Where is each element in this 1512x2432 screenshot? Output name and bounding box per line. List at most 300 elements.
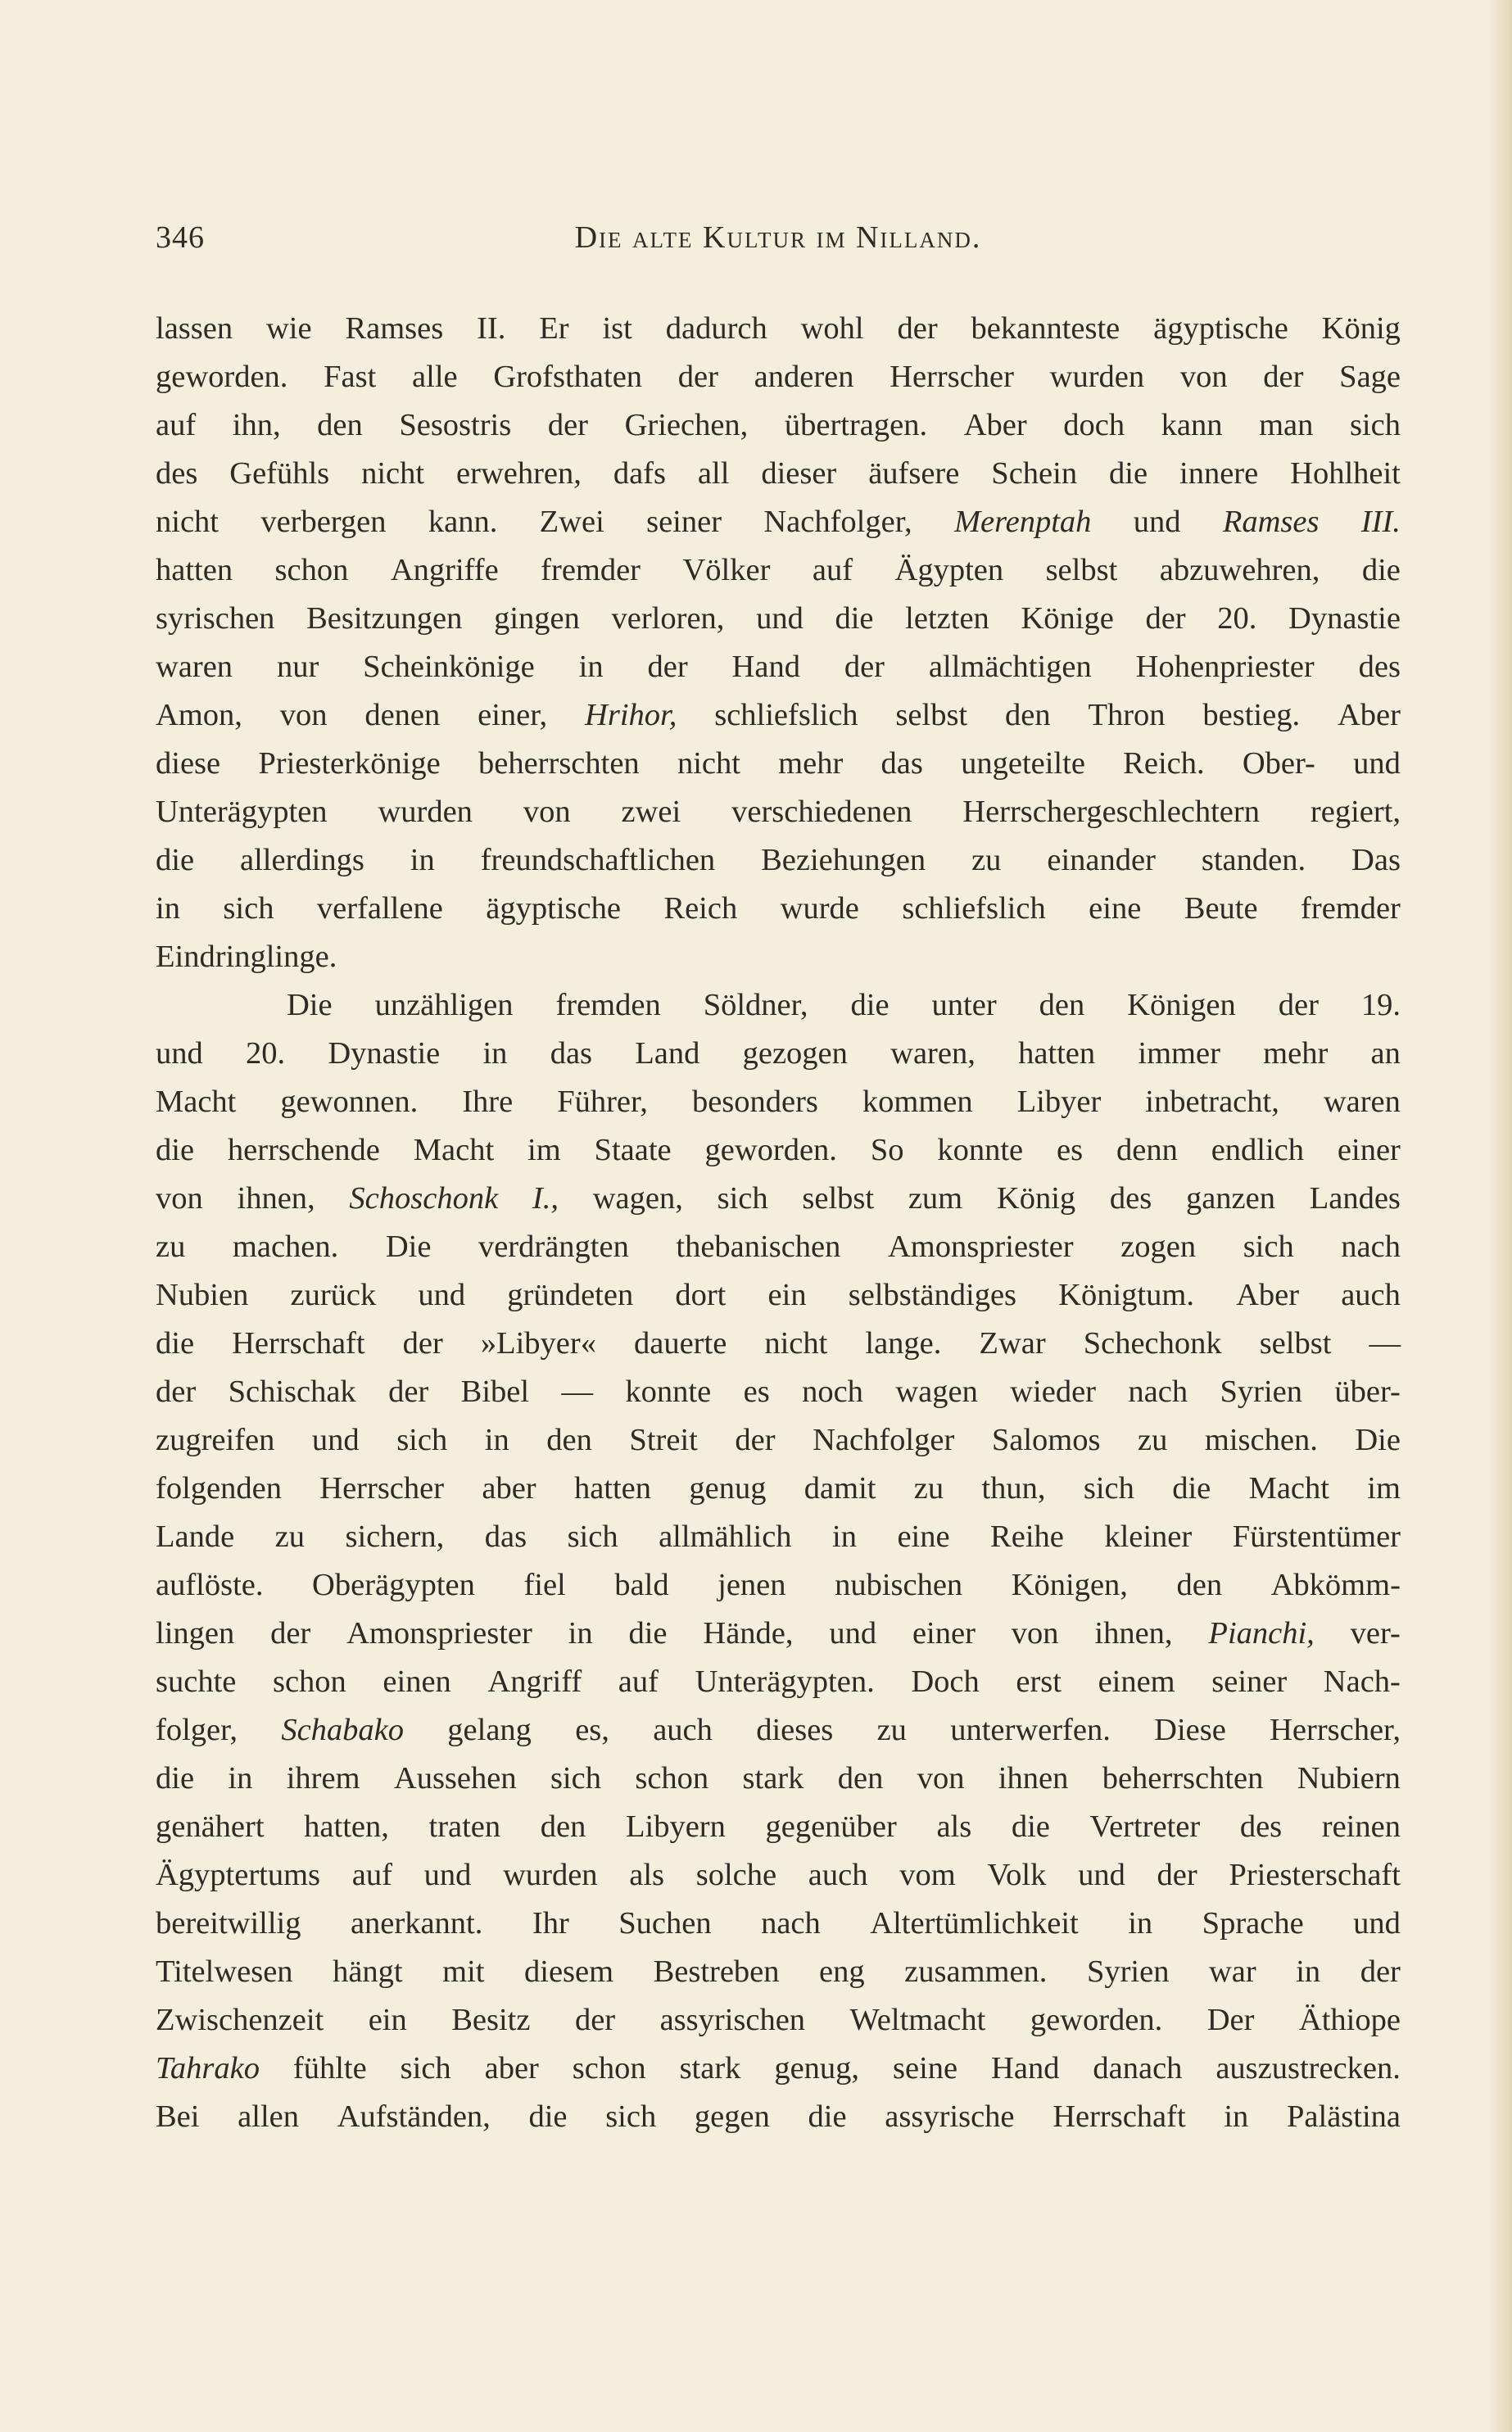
text-line	[156, 1803, 1401, 1851]
word: herrschende	[227, 1133, 380, 1167]
word: den	[546, 1423, 592, 1457]
word: als	[629, 1858, 665, 1892]
word: ägyptische	[1153, 311, 1288, 346]
word: im	[1367, 1471, 1401, 1506]
word: Grofsthaten	[493, 360, 643, 394]
word: die	[808, 2099, 847, 2134]
word: sich	[567, 1519, 618, 1554]
word: hatten	[573, 1471, 652, 1506]
word: Palästina	[1287, 2099, 1401, 2134]
word: Gefühls	[229, 456, 330, 491]
word: der	[844, 650, 885, 684]
word: gingen	[494, 601, 580, 636]
word: wagen,	[592, 1181, 683, 1216]
word: allmächtigen	[928, 650, 1092, 684]
word: Zwar	[979, 1326, 1046, 1361]
running-title: Die alte Kultur im Nilland.	[574, 220, 982, 255]
word: diese	[156, 746, 221, 781]
word: als	[936, 1809, 972, 1844]
word: Priesterschaft	[1229, 1858, 1401, 1892]
word: wurde	[780, 891, 859, 926]
word: und	[156, 1036, 203, 1071]
word: gelang	[447, 1713, 532, 1747]
word: in	[410, 843, 435, 877]
word: in	[482, 1036, 508, 1071]
word: So	[870, 1133, 904, 1167]
word: Griechen,	[624, 408, 749, 442]
word: sich	[223, 891, 274, 926]
word: der	[156, 1375, 197, 1409]
word: dafs	[613, 456, 666, 491]
word: Könige	[1021, 601, 1114, 636]
word: zusammen.	[904, 1954, 1048, 1989]
word: an	[1370, 1036, 1401, 1071]
word: standen.	[1201, 843, 1306, 877]
word: Königtum.	[1058, 1278, 1194, 1312]
word: des	[1239, 1809, 1283, 1844]
word: schon	[635, 1761, 709, 1796]
italic-name: Schabako	[281, 1713, 404, 1747]
text-line	[156, 885, 1401, 933]
word: beherrschten	[1102, 1761, 1264, 1796]
word: wurden	[503, 1858, 598, 1892]
text-line	[156, 1755, 1401, 1803]
word: Abkömm-	[1270, 1568, 1401, 1602]
word: von	[523, 795, 571, 829]
word: wurden	[378, 795, 473, 829]
word: dieser	[761, 456, 837, 491]
word: den	[317, 408, 363, 442]
word: Hohenpriester	[1135, 650, 1315, 684]
word: und	[418, 1278, 466, 1312]
word: dieses	[756, 1713, 834, 1747]
word: Unterägypten.	[695, 1664, 875, 1699]
word: konnte	[937, 1133, 1024, 1167]
text-line	[156, 450, 1401, 498]
word: eine	[1089, 891, 1142, 926]
word: immer	[1138, 1036, 1220, 1071]
word: zu	[971, 843, 1002, 877]
word: und	[1078, 1858, 1125, 1892]
word: Königen	[1127, 988, 1236, 1022]
word: wurden	[1049, 360, 1145, 394]
word: stark	[679, 2051, 741, 2086]
text-line	[156, 1078, 1401, 1126]
word: ganzen	[1185, 1181, 1275, 1216]
word: zurück	[290, 1278, 377, 1312]
word: thebanischen	[676, 1230, 841, 1264]
word: aber	[484, 2051, 539, 2086]
word: Syrien	[1086, 1954, 1170, 1989]
text-line	[156, 1513, 1401, 1561]
word: erwehren,	[456, 456, 582, 491]
word: die	[1172, 1471, 1211, 1506]
word: Ägypten	[894, 553, 1004, 587]
word: der	[735, 1423, 776, 1457]
text-line	[156, 981, 1401, 1030]
word: sich	[1349, 408, 1401, 442]
text-line	[156, 1658, 1401, 1706]
word: verloren,	[611, 601, 725, 636]
word: bekannteste	[971, 311, 1120, 346]
word: die	[628, 1616, 668, 1651]
word: Herrscher	[319, 1471, 445, 1506]
word: und	[1353, 746, 1401, 781]
word: »Libyer«	[480, 1326, 596, 1361]
word: ver-	[1350, 1616, 1401, 1651]
word: konnte	[625, 1375, 712, 1409]
text-line	[156, 353, 1401, 401]
word: Bei	[156, 2099, 200, 2134]
text-line	[156, 1271, 1401, 1320]
word: das	[484, 1519, 527, 1554]
text-line	[156, 1610, 1401, 1658]
word: Führer,	[557, 1085, 648, 1119]
word: Bibel	[460, 1375, 530, 1409]
word: nicht	[764, 1326, 828, 1361]
word: die	[1361, 553, 1401, 587]
word: Völker	[682, 553, 771, 587]
text-line	[156, 1175, 1401, 1223]
word: lassen	[156, 311, 233, 346]
word: des	[1109, 1181, 1152, 1216]
word: erst	[1016, 1664, 1062, 1699]
word: zu	[156, 1230, 186, 1264]
word: war	[1208, 1954, 1256, 1989]
word: selbst	[802, 1181, 875, 1216]
word: Die	[287, 988, 333, 1022]
word: ihn,	[232, 408, 281, 442]
text-line	[156, 1126, 1401, 1175]
word: genug	[689, 1471, 767, 1506]
word: im	[527, 1133, 561, 1167]
word: Syrien	[1220, 1375, 1303, 1409]
word: Schischak	[228, 1375, 356, 1409]
word: ist	[602, 311, 632, 346]
word: kann.	[428, 505, 498, 539]
word: zu	[913, 1471, 944, 1506]
word: die	[156, 1761, 195, 1796]
word: sich	[550, 1761, 601, 1796]
word: allmählich	[659, 1519, 792, 1554]
word: auf	[351, 1858, 392, 1892]
word: waren	[156, 650, 233, 684]
word: Das	[1351, 843, 1401, 877]
word: hängt	[333, 1954, 403, 1989]
text-line	[156, 305, 1401, 353]
word: Dynastie	[1288, 601, 1401, 636]
text-line	[156, 1900, 1401, 1948]
word: abzuwehren,	[1159, 553, 1320, 587]
word: des	[1358, 650, 1401, 684]
word: sich	[400, 2051, 451, 2086]
word: den	[1176, 1568, 1223, 1602]
word: übertragen.	[784, 408, 928, 442]
word: bereitwillig	[156, 1906, 301, 1941]
word: in	[1224, 2099, 1249, 2134]
word: in	[228, 1761, 253, 1796]
word: ungeteilte	[961, 746, 1085, 781]
word: besonders	[691, 1085, 818, 1119]
word: Nubien	[156, 1278, 249, 1312]
word: auch	[653, 1713, 713, 1747]
word: von	[1011, 1616, 1059, 1651]
word: zu	[274, 1519, 306, 1554]
word: Amonspriester	[346, 1616, 532, 1651]
word: selbst	[1045, 553, 1118, 587]
word: wieder	[1010, 1375, 1096, 1409]
word: es	[1057, 1133, 1084, 1167]
word: der	[1360, 1954, 1401, 1989]
word: sichern,	[345, 1519, 445, 1554]
word: Doch	[911, 1664, 980, 1699]
word: machen.	[232, 1230, 339, 1264]
word: fühlte	[292, 2051, 367, 2086]
word: nach	[1341, 1230, 1401, 1264]
word: Amonspriester	[887, 1230, 1074, 1264]
word: geworden.	[704, 1133, 837, 1167]
word: ihrem	[286, 1761, 360, 1796]
word: Herrschaft	[232, 1326, 365, 1361]
word: ein	[767, 1278, 807, 1312]
word: Sesostris	[399, 408, 512, 442]
word: Nachfolger,	[763, 505, 912, 539]
word: dauerte	[634, 1326, 727, 1361]
word: Reich.	[1123, 746, 1205, 781]
text-line	[156, 1465, 1401, 1513]
word: äufsere	[868, 456, 960, 491]
word: Nachfolger	[813, 1423, 955, 1457]
word: gewonnen.	[280, 1085, 419, 1119]
word: suchte	[156, 1664, 237, 1699]
text-line	[156, 1706, 1401, 1755]
word: Zwischenzeit	[156, 2003, 324, 2037]
word: schliefslich	[714, 698, 858, 732]
word: sich	[1243, 1230, 1294, 1264]
word: denn	[1116, 1133, 1178, 1167]
word: in	[484, 1423, 509, 1457]
word: II.	[477, 311, 506, 346]
word: Besitzungen	[306, 601, 463, 636]
word: hatten	[1018, 1036, 1096, 1071]
word: Hand	[991, 2051, 1060, 2086]
word: und	[311, 1423, 360, 1457]
word: verfallene	[316, 891, 443, 926]
word: 19.	[1360, 988, 1401, 1022]
word: genähert	[156, 1809, 265, 1844]
word: bestieg.	[1202, 698, 1301, 732]
word: Hände,	[703, 1616, 794, 1651]
word: seiner	[646, 505, 722, 539]
word: König	[1321, 311, 1401, 346]
word: Land	[635, 1036, 700, 1071]
word: Aber	[963, 408, 1027, 442]
word: Herrschaft	[1053, 2099, 1186, 2134]
word: assyrischen	[659, 2003, 806, 2037]
word: und	[756, 601, 804, 636]
word: Staate	[594, 1133, 672, 1167]
page-number: 346	[156, 220, 205, 255]
word: auch	[1341, 1278, 1401, 1312]
word: über-	[1334, 1375, 1401, 1409]
word: Nubiern	[1297, 1761, 1401, 1796]
word: Lande	[156, 1519, 235, 1554]
italic-name: Schoschonk	[349, 1181, 499, 1216]
word: die	[850, 988, 890, 1022]
word: Unterägypten	[156, 795, 328, 829]
word: unzähligen	[374, 988, 514, 1022]
word: selbst	[1259, 1326, 1332, 1361]
word: Ihr	[532, 1906, 569, 1941]
word: gründeten	[507, 1278, 634, 1312]
word: Aussehen	[393, 1761, 517, 1796]
word: doch	[1063, 408, 1125, 442]
word: einer,	[478, 698, 548, 732]
page-header	[156, 220, 1401, 272]
word: gegen	[694, 2099, 770, 2134]
word: schon	[572, 2051, 646, 2086]
word: damit	[804, 1471, 876, 1506]
word: Äthiope	[1298, 2003, 1401, 2037]
word: der	[388, 1375, 429, 1409]
word: Fürstentümer	[1232, 1519, 1401, 1554]
text-line	[156, 1320, 1401, 1368]
word: danach	[1093, 2051, 1183, 2086]
word: Der	[1206, 2003, 1255, 2037]
word: hatten,	[304, 1809, 389, 1844]
word: Aber	[1236, 1278, 1300, 1312]
word: wagen	[895, 1375, 978, 1409]
text-line	[156, 1996, 1401, 2045]
word: Herrscher	[890, 360, 1014, 394]
text-line	[156, 643, 1401, 691]
text-line	[156, 1223, 1401, 1271]
word: anerkannt.	[350, 1906, 483, 1941]
word: lingen	[156, 1616, 235, 1651]
word: eng	[819, 1954, 865, 1989]
word: mischen.	[1204, 1423, 1318, 1457]
text-line	[156, 1948, 1401, 1996]
word: nach	[1128, 1375, 1188, 1409]
word: auf	[812, 553, 853, 587]
word: Reihe	[990, 1519, 1064, 1554]
word: des	[156, 456, 198, 491]
word: seiner	[1211, 1664, 1288, 1699]
word: selbst	[895, 698, 968, 732]
word: mehr	[1263, 1036, 1329, 1071]
word: Reich	[663, 891, 738, 926]
word: verschiedenen	[731, 795, 912, 829]
word: Diese	[1154, 1713, 1226, 1747]
word: und	[423, 1858, 472, 1892]
word: traten	[428, 1809, 501, 1844]
word: nicht	[361, 456, 425, 491]
word: der	[402, 1326, 443, 1361]
word: ihnen,	[1094, 1616, 1173, 1651]
word: Altertümlichkeit	[870, 1906, 1079, 1941]
word: Beziehungen	[761, 843, 926, 877]
word: fremden	[555, 988, 661, 1022]
word: 20.	[246, 1036, 286, 1071]
word: Priesterkönige	[258, 746, 441, 781]
body-text	[156, 305, 1401, 2141]
word: wohl	[800, 311, 864, 346]
word: Libyer	[1016, 1085, 1102, 1119]
word: der	[677, 360, 718, 394]
word: Weltmacht	[849, 2003, 986, 2037]
word: Die	[1355, 1423, 1401, 1457]
word: auf	[618, 1664, 659, 1699]
word: letzten	[905, 601, 989, 636]
word: allen	[238, 2099, 299, 2134]
word: von	[156, 1181, 203, 1216]
word: bald	[614, 1568, 669, 1602]
word: solche	[695, 1858, 777, 1892]
word: anderen	[754, 360, 854, 394]
word: regiert,	[1310, 795, 1401, 829]
word: wie	[265, 311, 312, 346]
word: Königen,	[1011, 1568, 1128, 1602]
word: in	[568, 1616, 593, 1651]
word: reinen	[1321, 1809, 1401, 1844]
word: geworden.	[1030, 2003, 1163, 2037]
word: Angriff	[487, 1664, 582, 1699]
word: die	[156, 1133, 195, 1167]
word: —	[561, 1375, 593, 1409]
word: auflöste.	[156, 1568, 264, 1602]
word: seine	[893, 2051, 958, 2086]
word: waren	[1323, 1085, 1401, 1119]
word: Volk	[987, 1858, 1047, 1892]
text-line	[156, 836, 1401, 885]
italic-name: Merenptah	[953, 505, 1092, 539]
word: thun,	[981, 1471, 1046, 1506]
word: aber	[482, 1471, 536, 1506]
word: Besitz	[451, 2003, 531, 2037]
word: zugreifen	[156, 1423, 275, 1457]
word: Ihre	[462, 1085, 514, 1119]
word: einer	[912, 1616, 976, 1651]
word: von	[917, 1761, 965, 1796]
word: Thron	[1088, 698, 1166, 732]
word: fremder	[1301, 891, 1401, 926]
word: das	[880, 746, 923, 781]
word: ägyptische	[486, 891, 621, 926]
word: all	[697, 456, 730, 491]
word: Herrscher,	[1270, 1713, 1401, 1747]
word: Macht	[1248, 1471, 1329, 1506]
page-edge-shadow	[1487, 0, 1512, 2432]
word: folgenden	[156, 1471, 282, 1506]
word: der	[574, 2003, 616, 2037]
word: Nach-	[1323, 1664, 1401, 1699]
word: lange.	[865, 1326, 942, 1361]
word: geworden.	[156, 360, 288, 394]
word: der	[1263, 360, 1304, 394]
word: zum	[908, 1181, 963, 1216]
text-line	[156, 933, 1401, 981]
word: alle	[412, 360, 458, 394]
word: zu	[876, 1713, 907, 1747]
text-line	[156, 1851, 1401, 1900]
word: beherrschten	[478, 746, 640, 781]
word: Zwei	[539, 505, 604, 539]
text-line	[156, 1368, 1401, 1416]
word: sich	[717, 1181, 768, 1216]
word: unterwerfen.	[950, 1713, 1111, 1747]
word: und	[829, 1616, 877, 1651]
word: syrischen	[156, 601, 275, 636]
